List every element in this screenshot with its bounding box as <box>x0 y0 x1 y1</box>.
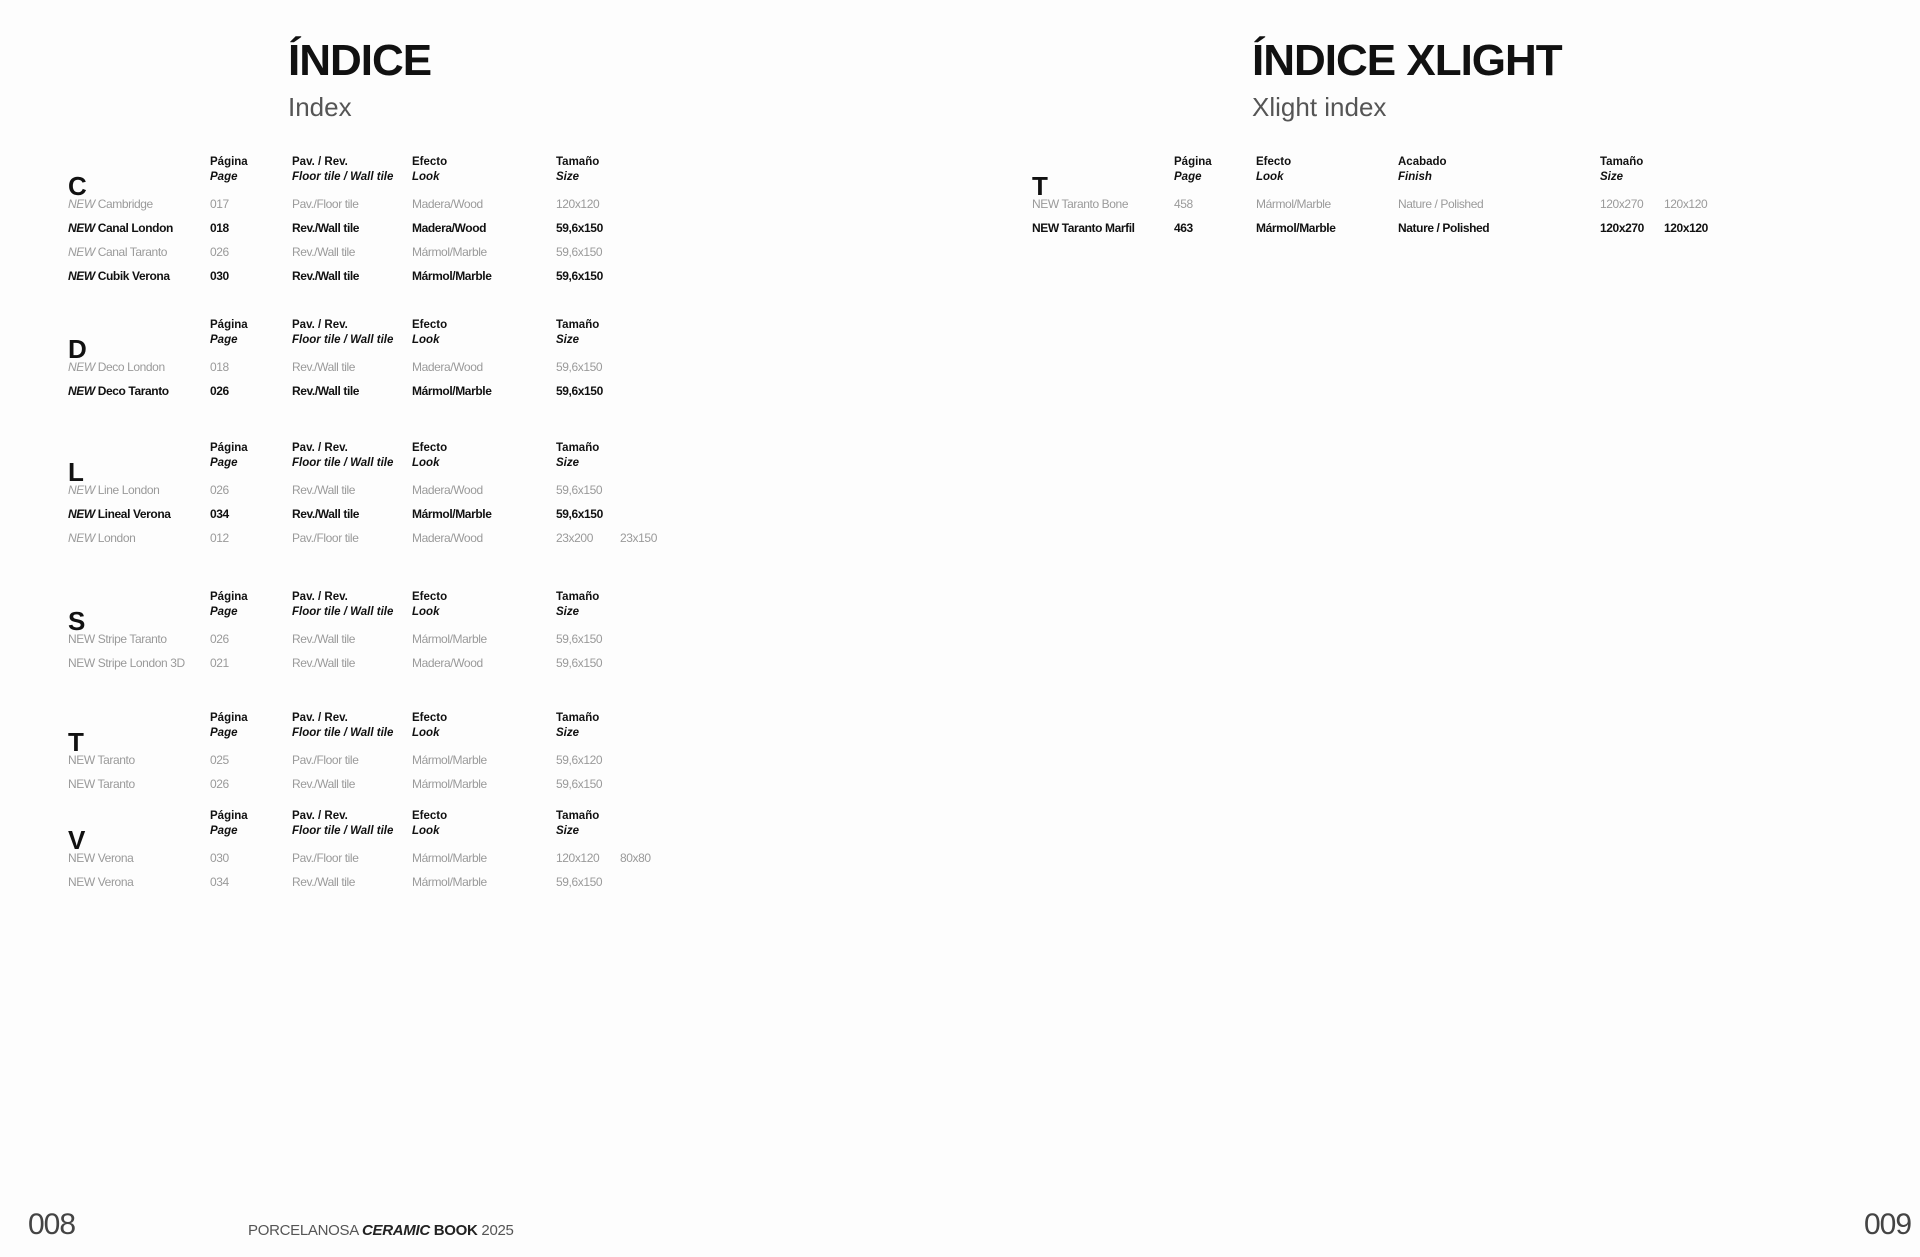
header-type-es: Pav. / Rev. <box>292 156 348 168</box>
section-letter: C <box>68 171 87 201</box>
section-letter: T <box>68 727 84 757</box>
row-size: 59,6x150 <box>556 221 603 235</box>
row-look: Mármol/Marble <box>1256 197 1331 211</box>
header-look <box>412 441 447 471</box>
section-letter: L <box>68 457 84 487</box>
header-size-en: Size <box>556 171 580 183</box>
section-letter: T <box>1032 171 1048 201</box>
header-type-es: Pav. / Rev. <box>292 712 348 724</box>
row-size: 59,6x150 <box>556 483 603 497</box>
row-look: Mármol/Marble <box>412 753 487 767</box>
row-size: 120x120 <box>556 851 600 865</box>
header-page-en: Page <box>210 171 238 183</box>
row-type: Pav./Floor tile <box>292 753 359 767</box>
new-tag: NEW <box>68 777 95 791</box>
header-page-en: Page <box>210 606 238 618</box>
footer-book-em: CERAMIC <box>361 1222 430 1239</box>
row-name <box>68 531 135 545</box>
row-name <box>68 269 170 283</box>
section-letter: D <box>68 334 87 364</box>
new-tag: NEW <box>68 483 95 497</box>
row-page: 026 <box>210 483 229 497</box>
row-type: Pav./Floor tile <box>292 851 359 865</box>
row-name <box>68 384 169 398</box>
header-type-en: Floor tile / Wall tile <box>292 727 394 739</box>
header-type-es: Pav. / Rev. <box>292 810 348 822</box>
row-page: 463 <box>1174 221 1193 235</box>
header-look-es: Efecto <box>412 442 448 454</box>
header-page-es: Página <box>210 591 248 603</box>
row-look: Madera/Wood <box>412 531 483 545</box>
header-finish-es: Acabado <box>1398 156 1447 168</box>
product-name: Taranto <box>97 777 135 791</box>
header-page <box>210 441 248 471</box>
row-name <box>68 507 171 521</box>
header-type-en: Floor tile / Wall tile <box>292 457 394 469</box>
header-page <box>210 711 248 741</box>
xlight-rows <box>1032 197 1920 245</box>
header-size <box>556 441 599 471</box>
row-page: 021 <box>210 656 229 670</box>
table-row <box>68 384 968 408</box>
row-type: Pav./Floor tile <box>292 197 359 211</box>
section-rows <box>68 851 968 899</box>
row-name <box>68 632 167 646</box>
header-page-en: Page <box>1174 171 1202 183</box>
new-tag: NEW <box>68 753 95 767</box>
row-name: NEW Taranto Marfil <box>1032 221 1135 235</box>
row-look: Mármol/Marble <box>412 632 487 646</box>
header-page-en: Page <box>210 727 238 739</box>
header-type <box>292 441 393 471</box>
product-name: Canal London <box>97 221 173 235</box>
footer-year: 2025 <box>481 1222 514 1239</box>
row-size: 59,6x120 <box>556 753 603 767</box>
product-name: Cubik Verona <box>97 269 170 283</box>
header-size-es: Tamaño <box>556 319 600 331</box>
row-page: 030 <box>210 851 229 865</box>
section-rows <box>68 632 968 680</box>
row-type: Rev./Wall tile <box>292 245 356 259</box>
header-page <box>210 318 248 348</box>
header-type <box>292 590 393 620</box>
product-name: Deco Taranto <box>97 384 169 398</box>
header-type-en: Floor tile / Wall tile <box>292 606 394 618</box>
row-look: Mármol/Marble <box>412 875 487 889</box>
table-row <box>68 360 968 384</box>
row-page: 018 <box>210 360 229 374</box>
row-size: 120x120 <box>556 197 600 211</box>
header-type <box>292 318 393 348</box>
product-name: Line London <box>97 483 160 497</box>
index-title: ÍNDICE <box>288 36 432 85</box>
section-rows <box>68 753 968 801</box>
header-finish <box>1398 155 1447 185</box>
new-tag: NEW <box>68 656 95 670</box>
header-page <box>210 590 248 620</box>
header-look <box>412 155 447 185</box>
product-name: Canal Taranto <box>97 245 168 259</box>
table-row <box>68 221 968 245</box>
header-look <box>412 809 447 839</box>
table-row <box>68 851 968 875</box>
row-name <box>68 656 185 670</box>
header-type-es: Pav. / Rev. <box>292 319 348 331</box>
header-page-es: Página <box>210 712 248 724</box>
header-size-es: Tamaño <box>556 156 600 168</box>
header-look-es: Efecto <box>412 712 448 724</box>
header-page-en: Page <box>210 825 238 837</box>
header-look <box>412 318 447 348</box>
row-size: 59,6x150 <box>556 360 603 374</box>
header-size-es: Tamaño <box>556 712 600 724</box>
header-look-en: Look <box>412 334 440 346</box>
row-size: 59,6x150 <box>556 632 603 646</box>
new-tag: NEW <box>68 875 95 889</box>
row-page: 026 <box>210 777 229 791</box>
header-size-en: Size <box>556 457 580 469</box>
header-size <box>1600 155 1643 185</box>
table-row <box>68 777 968 801</box>
row-size: 120x270 <box>1600 197 1644 211</box>
header-size <box>556 590 599 620</box>
row-look: Madera/Wood <box>412 656 483 670</box>
footer-brand <box>248 1222 514 1239</box>
header-look <box>1256 155 1291 185</box>
header-page-es: Página <box>210 442 248 454</box>
header-page-es: Página <box>210 810 248 822</box>
row-look: Madera/Wood <box>412 197 483 211</box>
table-row <box>68 245 968 269</box>
header-size <box>556 711 599 741</box>
row-type: Rev./Wall tile <box>292 875 356 889</box>
row-look: Mármol/Marble <box>412 269 492 283</box>
row-name <box>68 753 135 767</box>
row-look: Mármol/Marble <box>412 777 487 791</box>
product-name: Deco London <box>97 360 165 374</box>
row-type: Rev./Wall tile <box>292 221 360 235</box>
header-size-es: Tamaño <box>556 591 600 603</box>
table-row <box>68 269 968 293</box>
new-tag: NEW <box>68 221 95 235</box>
row-name <box>68 483 159 497</box>
header-page-es: Página <box>210 156 248 168</box>
header-type <box>292 711 393 741</box>
row-page: 034 <box>210 875 229 889</box>
new-tag: NEW <box>68 384 95 398</box>
row-type: Rev./Wall tile <box>292 656 356 670</box>
product-name: Stripe London 3D <box>97 656 185 670</box>
row-name <box>68 197 153 211</box>
new-tag: NEW <box>68 851 95 865</box>
header-type-en: Floor tile / Wall tile <box>292 171 394 183</box>
row-type: Rev./Wall tile <box>292 507 360 521</box>
new-tag: NEW <box>68 360 95 374</box>
header-size-en: Size <box>556 825 580 837</box>
page-number-right: 009 <box>1864 1208 1912 1241</box>
header-type <box>292 155 393 185</box>
product-name: Lineal Verona <box>97 507 171 521</box>
row-finish: Nature / Polished <box>1398 221 1490 235</box>
row-page: 458 <box>1174 197 1193 211</box>
table-row <box>1032 221 1920 245</box>
header-page-en: Page <box>210 334 238 346</box>
product-name: Verona <box>97 875 134 889</box>
header-page <box>1174 155 1212 185</box>
row-name <box>68 851 133 865</box>
header-size-es: Tamaño <box>556 810 600 822</box>
row-size: 59,6x150 <box>556 777 603 791</box>
header-look-en: Look <box>412 825 440 837</box>
row-page: 026 <box>210 245 229 259</box>
section-letter: S <box>68 606 86 636</box>
row-size-2: 23x150 <box>620 531 657 545</box>
row-look: Madera/Wood <box>412 483 483 497</box>
header-size <box>556 318 599 348</box>
header-type-es: Pav. / Rev. <box>292 591 348 603</box>
row-page: 026 <box>210 384 229 398</box>
row-look: Mármol/Marble <box>412 851 487 865</box>
header-look-en: Look <box>412 606 440 618</box>
row-look: Madera/Wood <box>412 360 483 374</box>
product-name: Cambridge <box>97 197 153 211</box>
header-look-en: Look <box>1256 171 1284 183</box>
header-type-en: Floor tile / Wall tile <box>292 334 394 346</box>
row-name <box>68 360 165 374</box>
row-look: Mármol/Marble <box>412 245 487 259</box>
row-page: 030 <box>210 269 229 283</box>
row-name <box>68 245 167 259</box>
row-size: 120x270 <box>1600 221 1644 235</box>
table-row <box>68 656 968 680</box>
section-rows <box>68 360 968 408</box>
row-size-2: 80x80 <box>620 851 651 865</box>
row-page: 018 <box>210 221 229 235</box>
row-name: NEW Taranto Bone <box>1032 197 1129 211</box>
table-row <box>1032 197 1920 221</box>
header-page-es: Página <box>1174 156 1212 168</box>
row-page: 025 <box>210 753 229 767</box>
row-size: 59,6x150 <box>556 875 603 889</box>
header-finish-en: Finish <box>1398 171 1432 183</box>
section-rows <box>68 483 968 555</box>
row-look: Mármol/Marble <box>412 384 492 398</box>
header-look-es: Efecto <box>412 810 448 822</box>
section-rows <box>68 197 968 293</box>
header-type <box>292 809 393 839</box>
row-name <box>68 221 173 235</box>
table-row <box>68 197 968 221</box>
row-type: Rev./Wall tile <box>292 384 360 398</box>
header-look-es: Efecto <box>1256 156 1292 168</box>
row-size-2: 120x120 <box>1664 221 1708 235</box>
row-look: Mármol/Marble <box>412 507 492 521</box>
header-look-es: Efecto <box>412 591 448 603</box>
header-look-en: Look <box>412 457 440 469</box>
footer-brand-name: PORCELANOSA <box>248 1222 359 1239</box>
header-look-es: Efecto <box>412 156 448 168</box>
header-look-es: Efecto <box>412 319 448 331</box>
row-size: 59,6x150 <box>556 656 603 670</box>
new-tag: NEW <box>68 531 95 545</box>
header-look-en: Look <box>412 171 440 183</box>
header-type-en: Floor tile / Wall tile <box>292 825 394 837</box>
row-size: 59,6x150 <box>556 384 603 398</box>
new-tag: NEW <box>68 269 95 283</box>
header-size-en: Size <box>556 727 580 739</box>
header-look <box>412 590 447 620</box>
xlight-index-subtitle: Xlight index <box>1252 92 1387 122</box>
row-type: Rev./Wall tile <box>292 269 360 283</box>
header-page-en: Page <box>210 457 238 469</box>
header-page-es: Página <box>210 319 248 331</box>
section-letter: V <box>68 825 86 855</box>
page-number-left: 008 <box>28 1208 76 1241</box>
table-row <box>68 632 968 656</box>
table-row <box>68 531 968 555</box>
header-size-es: Tamaño <box>556 442 600 454</box>
product-name: Verona <box>97 851 134 865</box>
row-type: Rev./Wall tile <box>292 360 356 374</box>
row-look: Madera/Wood <box>412 221 487 235</box>
header-size-es: Tamaño <box>1600 156 1644 168</box>
header-size <box>556 155 599 185</box>
table-row <box>68 753 968 777</box>
row-name <box>68 875 133 889</box>
row-size: 59,6x150 <box>556 507 603 521</box>
product-name: Stripe Taranto <box>97 632 167 646</box>
row-name <box>68 777 135 791</box>
product-name: Taranto <box>97 753 135 767</box>
new-tag: NEW <box>68 197 95 211</box>
row-size: 59,6x150 <box>556 269 603 283</box>
row-page: 012 <box>210 531 229 545</box>
header-page <box>210 809 248 839</box>
header-look <box>412 711 447 741</box>
footer-book: BOOK <box>433 1222 478 1239</box>
row-size-2: 120x120 <box>1664 197 1708 211</box>
table-row <box>68 875 968 899</box>
row-type: Rev./Wall tile <box>292 632 356 646</box>
header-size-en: Size <box>556 606 580 618</box>
row-size: 23x200 <box>556 531 593 545</box>
index-subtitle: Index <box>288 92 352 122</box>
new-tag: NEW <box>68 507 95 521</box>
row-page: 034 <box>210 507 229 521</box>
row-size: 59,6x150 <box>556 245 603 259</box>
row-look: Mármol/Marble <box>1256 221 1336 235</box>
new-tag: NEW <box>68 245 95 259</box>
row-finish: Nature / Polished <box>1398 197 1484 211</box>
table-row <box>68 483 968 507</box>
row-type: Rev./Wall tile <box>292 777 356 791</box>
row-page: 017 <box>210 197 229 211</box>
header-page <box>210 155 248 185</box>
product-name: London <box>97 531 136 545</box>
header-look-en: Look <box>412 727 440 739</box>
row-type: Rev./Wall tile <box>292 483 356 497</box>
header-size-en: Size <box>556 334 580 346</box>
new-tag: NEW <box>68 632 95 646</box>
header-size-en: Size <box>1600 171 1624 183</box>
header-size <box>556 809 599 839</box>
table-row <box>68 507 968 531</box>
row-type: Pav./Floor tile <box>292 531 359 545</box>
row-page: 026 <box>210 632 229 646</box>
header-type-es: Pav. / Rev. <box>292 442 348 454</box>
xlight-index-title: ÍNDICE XLIGHT <box>1252 36 1562 85</box>
